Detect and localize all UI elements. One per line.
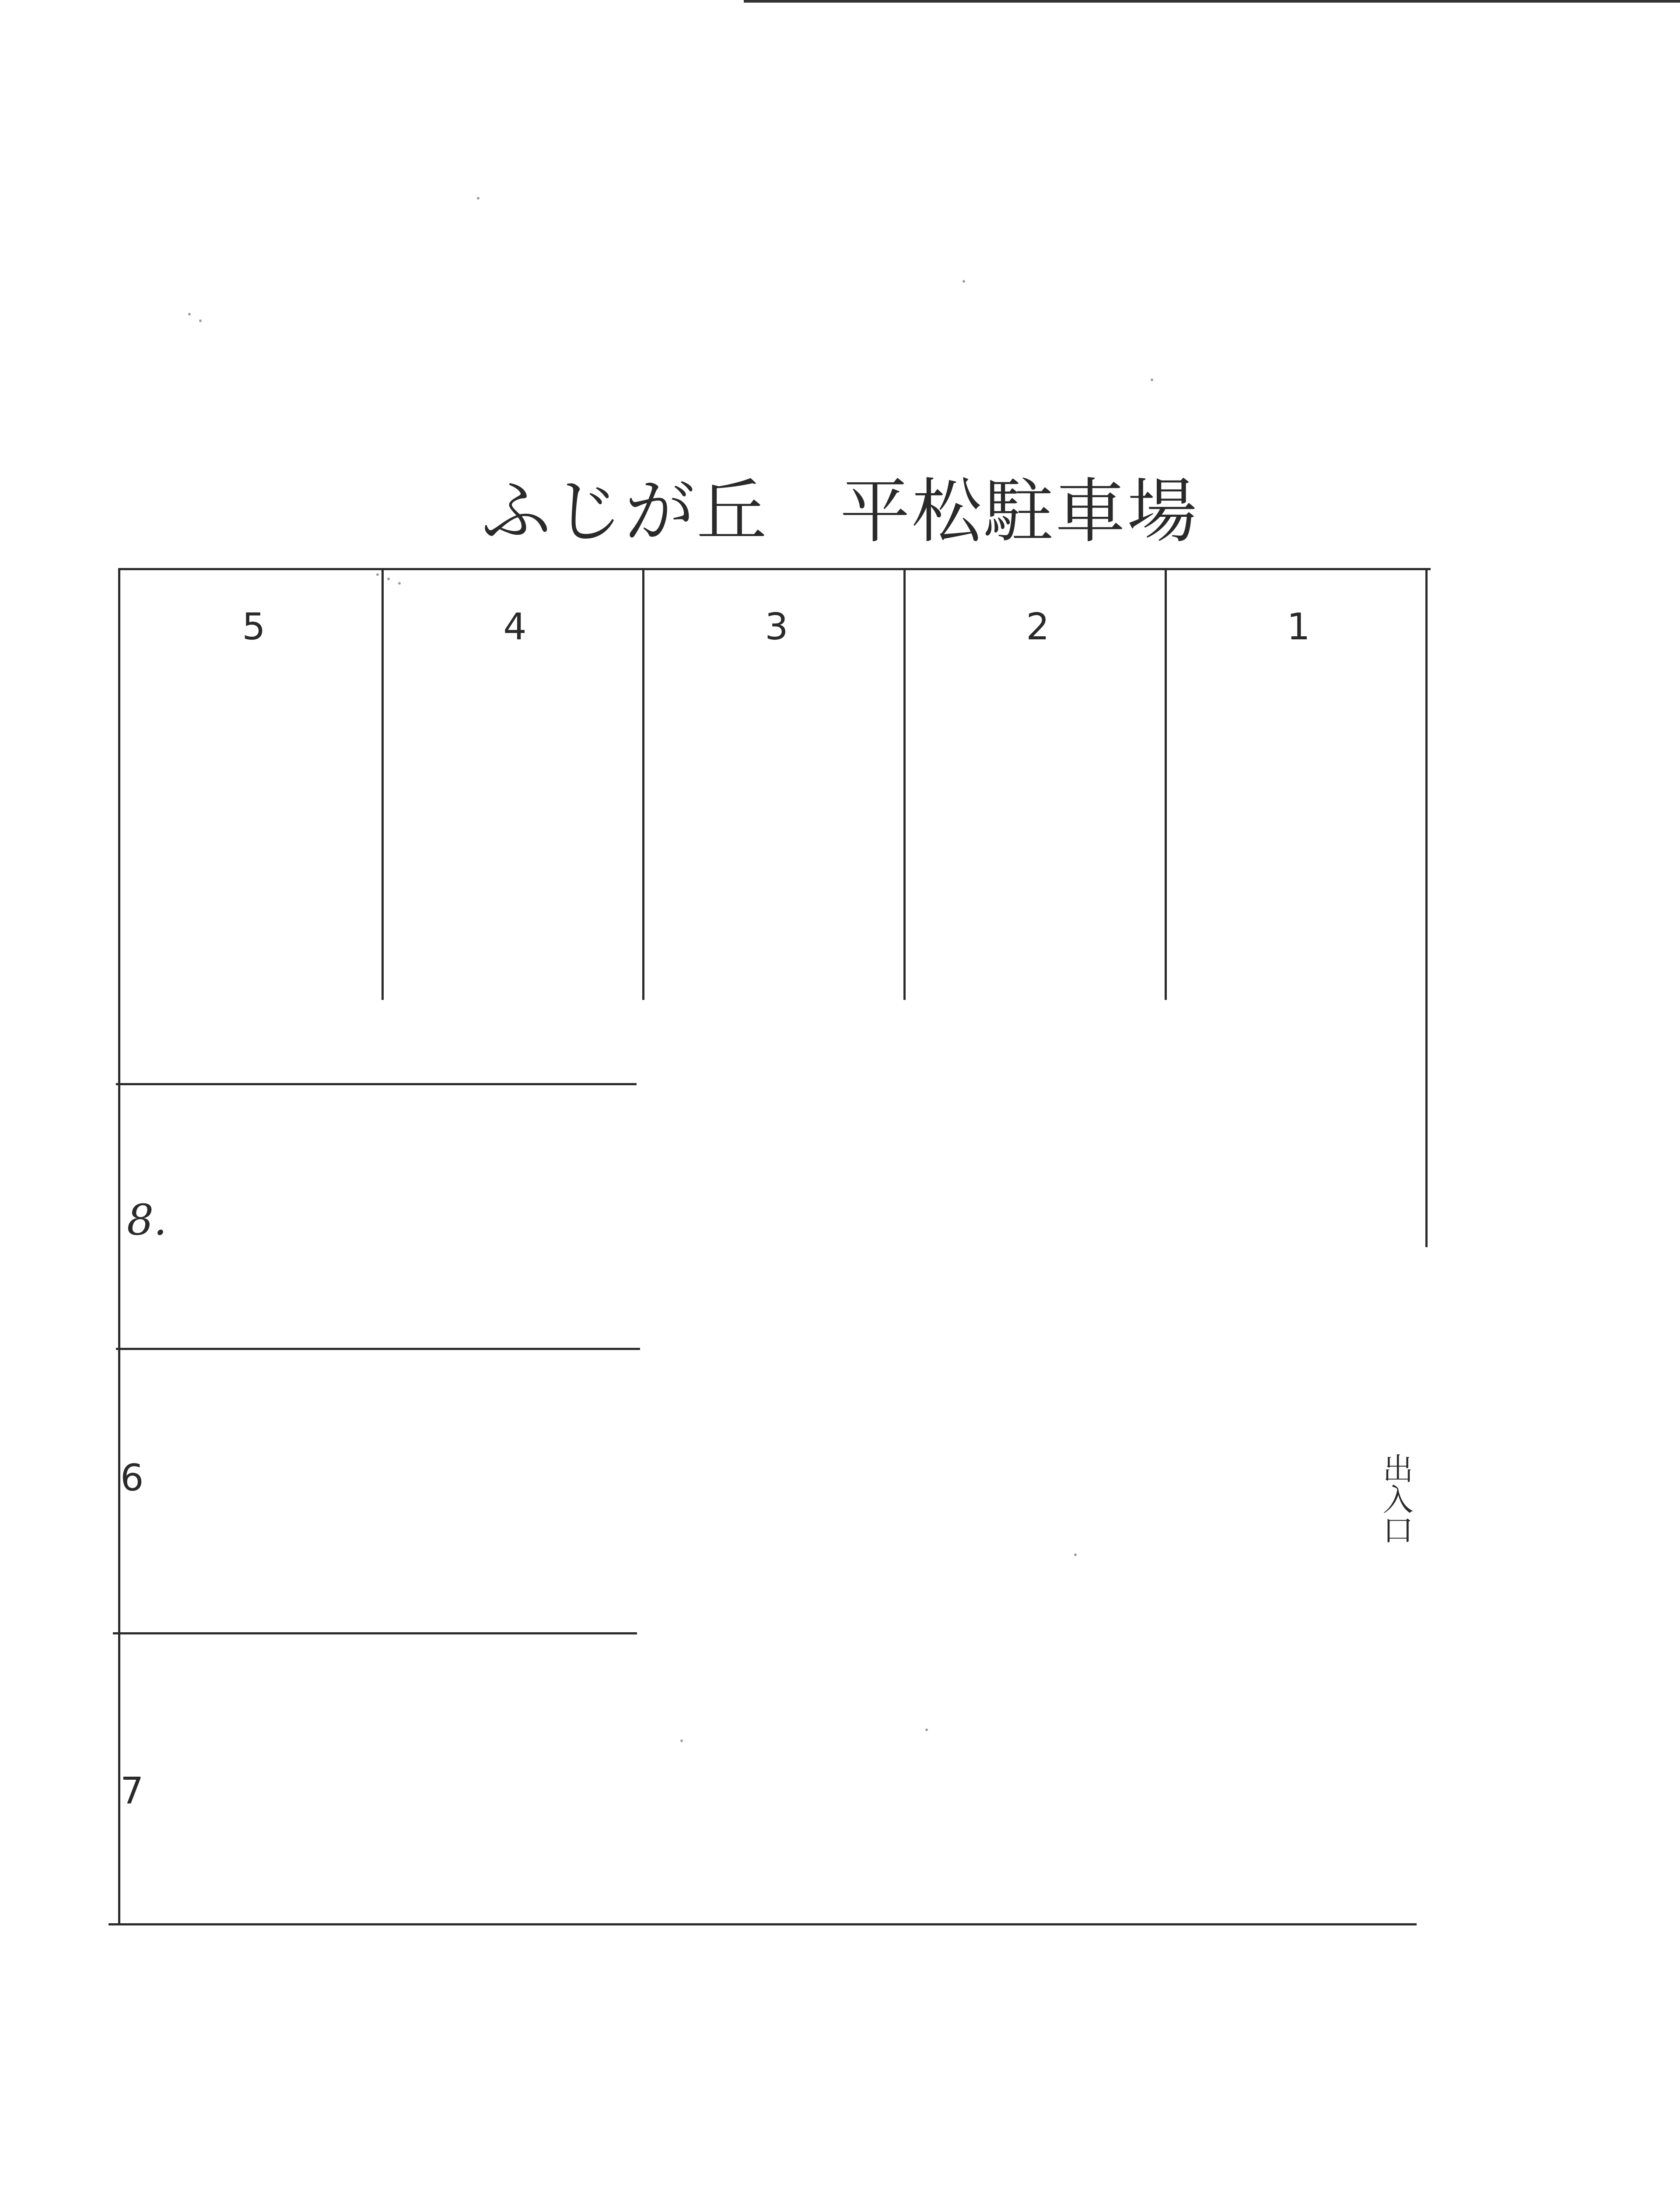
scan-speck [962, 280, 965, 283]
space-divider-8-6 [116, 1348, 640, 1350]
scan-speck [398, 582, 401, 585]
space-divider-top-8 [116, 1083, 637, 1085]
space-number-4: 4 [503, 605, 527, 648]
scan-speck [387, 578, 390, 580]
entrance-label: 出入口 [1378, 1453, 1414, 1545]
space-number-3: 3 [765, 605, 788, 648]
space-number-1: 1 [1287, 605, 1310, 648]
top-border [120, 568, 1431, 570]
scan-speck [376, 573, 379, 576]
parking-lot-title: ふじが丘 平松駐車場 [481, 470, 1199, 552]
scan-top-edge [744, 0, 1680, 3]
space-number-2: 2 [1026, 605, 1050, 648]
space-divider-4-3 [642, 569, 644, 1000]
space-divider-5-4 [382, 569, 384, 1000]
space-number-5: 5 [242, 605, 266, 648]
scan-speck [925, 1729, 928, 1731]
scan-speck [477, 197, 480, 200]
right-border [1425, 569, 1428, 1247]
scan-speck [188, 313, 191, 316]
scan-speck [199, 319, 202, 322]
bottom-border [108, 1923, 1417, 1925]
space-number-8: 8. [127, 1196, 167, 1245]
scan-speck [1074, 1553, 1077, 1556]
left-border [118, 568, 120, 1925]
space-divider-3-2 [903, 569, 906, 1000]
space-divider-6-7 [113, 1632, 637, 1634]
space-number-7: 7 [120, 1769, 144, 1812]
space-divider-2-1 [1165, 569, 1167, 1000]
scan-speck [1151, 379, 1153, 381]
scan-speck [680, 1739, 683, 1742]
space-number-6: 6 [120, 1456, 144, 1499]
